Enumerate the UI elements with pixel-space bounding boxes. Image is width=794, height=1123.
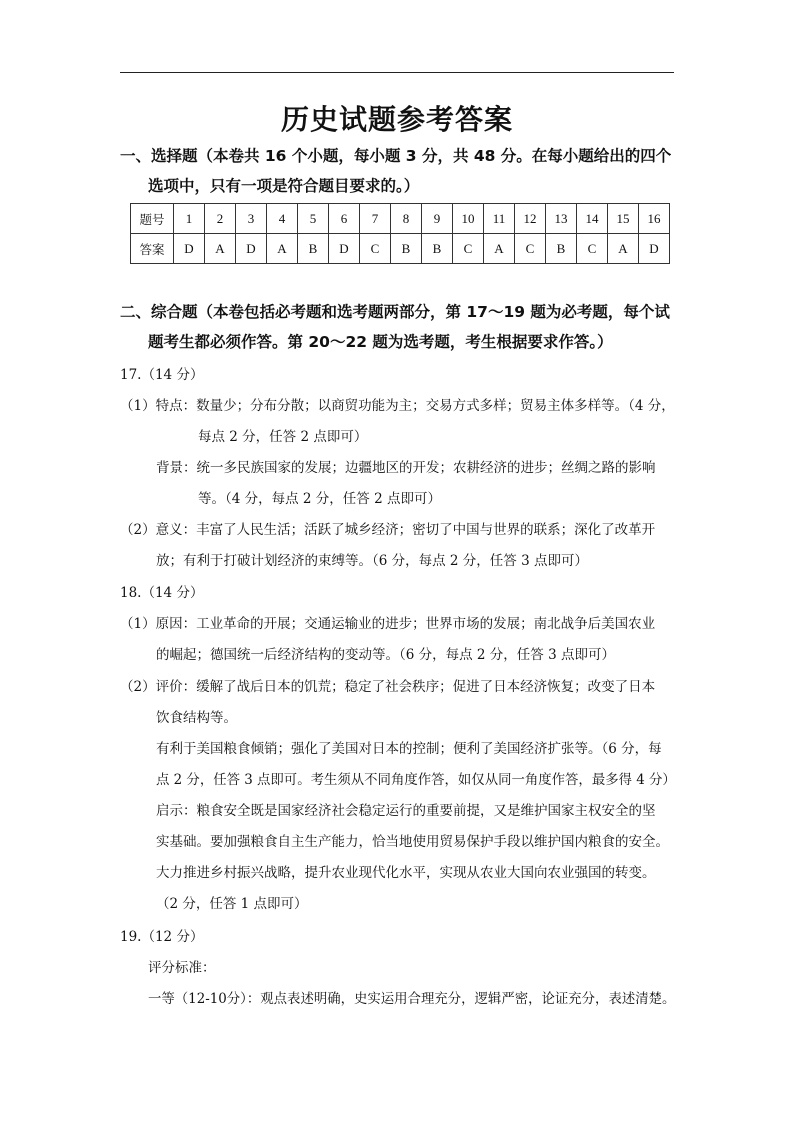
question-number-row (131, 204, 670, 234)
question-number: 5 (298, 204, 329, 234)
question-number: 9 (422, 204, 453, 234)
section-2-line-2: 题考生都必须作答。第 20～22 题为选考题，考生根据要求作答。） (148, 333, 613, 351)
q17-part2-line1: （2）意义：丰富了人民生活；活跃了城乡经济；密切了中国与世界的联系；深化了改革开 (120, 522, 656, 538)
answer-cell: B (298, 234, 329, 264)
answer-cell: A (608, 234, 639, 264)
q19-scoring-label: 评分标准： (148, 960, 216, 976)
question-number: 11 (484, 204, 515, 234)
q18-title: 18.（14 分） (120, 585, 204, 601)
question-number: 12 (515, 204, 546, 234)
answer-cell: C (515, 234, 546, 264)
q18-part2-line8: （2 分，任答 1 点即可） (156, 896, 308, 912)
answer-cell: D (236, 234, 267, 264)
answer-cell: D (174, 234, 205, 264)
q17-part1-line2: 每点 2 分，任答 2 点即可） (198, 429, 368, 445)
q18-part2-line3: 有利于美国粮食倾销；强化了美国对日本的控制；便利了美国经济扩张等。（6 分，每 (156, 741, 662, 757)
question-number: 8 (391, 204, 422, 234)
q18-part2-line1: （2）评价：缓解了战后日本的饥荒；稳定了社会秩序；促进了日本经济恢复；改变了日本 (120, 679, 656, 695)
header-rule (120, 72, 674, 73)
section-2-line-1: 二、综合题（本卷包括必考题和选考题两部分，第 17～19 题为必考题，每个试 (120, 303, 670, 321)
answer-cell: A (484, 234, 515, 264)
question-number: 10 (453, 204, 484, 234)
answer-cell: C (360, 234, 391, 264)
question-number: 3 (236, 204, 267, 234)
answer-cell: D (329, 234, 360, 264)
q17-part2-line2: 放；有利于打破计划经济的束缚等。（6 分，每点 2 分，任答 3 点即可） (156, 553, 588, 569)
question-number: 4 (267, 204, 298, 234)
question-number: 16 (639, 204, 670, 234)
q17-part1-line1: （1）特点：数量少；分布分散；以商贸功能为主；交易方式多样；贸易主体多样等。（4 分， (120, 398, 675, 414)
q18-part2-line7: 大力推进乡村振兴战略，提升农业现代化水平，实现从农业大国向农业强国的转变。 (156, 865, 656, 881)
answer-cell: B (546, 234, 577, 264)
question-number: 15 (608, 204, 639, 234)
question-number: 2 (205, 204, 236, 234)
q18-part2-line6: 实基础。要加强粮食自主生产能力，恰当地使用贸易保护手段以维护国内粮食的安全。 (156, 834, 669, 850)
answer-row (131, 234, 670, 264)
section-1-line-1: 一、选择题（本卷共 16 个小题，每小题 3 分，共 48 分。在每小题给出的四个 (120, 147, 672, 165)
section-1-line-2: 选项中，只有一项是符合题目要求的。） (148, 177, 420, 195)
q18-part1-line1: （1）原因：工业革命的开展；交通运输业的进步；世界市场的发展；南北战争后美国农业 (120, 616, 656, 632)
row-label-question: 题号 (131, 204, 174, 234)
q18-part1-line2: 的崛起；德国统一后经济结构的变动等。（6 分，每点 2 分，任答 3 点即可） (156, 647, 615, 663)
q18-part2-line4: 点 2 分，任答 3 点即可。考生须从不同角度作答，如仅从同一角度作答，最多得 4 分） (156, 772, 676, 788)
question-number: 14 (577, 204, 608, 234)
answer-cell: B (391, 234, 422, 264)
answer-cell: A (205, 234, 236, 264)
q17-title: 17.（14 分） (120, 367, 204, 383)
answer-cell: D (639, 234, 670, 264)
question-number: 7 (360, 204, 391, 234)
question-number: 1 (174, 204, 205, 234)
q19-scoring-level1: 一等（12-10分）：观点表述明确，史实运用合理充分，逻辑严密，论证充分，表述清楚。 (148, 991, 676, 1007)
answer-cell: B (422, 234, 453, 264)
answer-cell: C (453, 234, 484, 264)
row-label-answer: 答案 (131, 234, 174, 264)
q19-title: 19.（12 分） (120, 929, 204, 945)
section-2-heading (120, 297, 680, 357)
q17-part1-line3: 背景：统一多民族国家的发展；边疆地区的开发；农耕经济的进步；丝绸之路的影响 (156, 460, 656, 476)
q18-part2-line5: 启示：粮食安全既是国家经济社会稳定运行的重要前提，又是维护国家主权安全的坚 (156, 803, 656, 819)
answer-cell: A (267, 234, 298, 264)
page-title: 历史试题参考答案 (280, 103, 513, 136)
question-number: 13 (546, 204, 577, 234)
q17-part1-line4: 等。（4 分，每点 2 分，任答 2 点即可） (198, 491, 441, 507)
answer-cell: C (577, 234, 608, 264)
answer-table (130, 203, 670, 264)
section-1-heading (120, 141, 680, 201)
q18-part2-line2: 饮食结构等。 (156, 710, 237, 726)
question-number: 6 (329, 204, 360, 234)
